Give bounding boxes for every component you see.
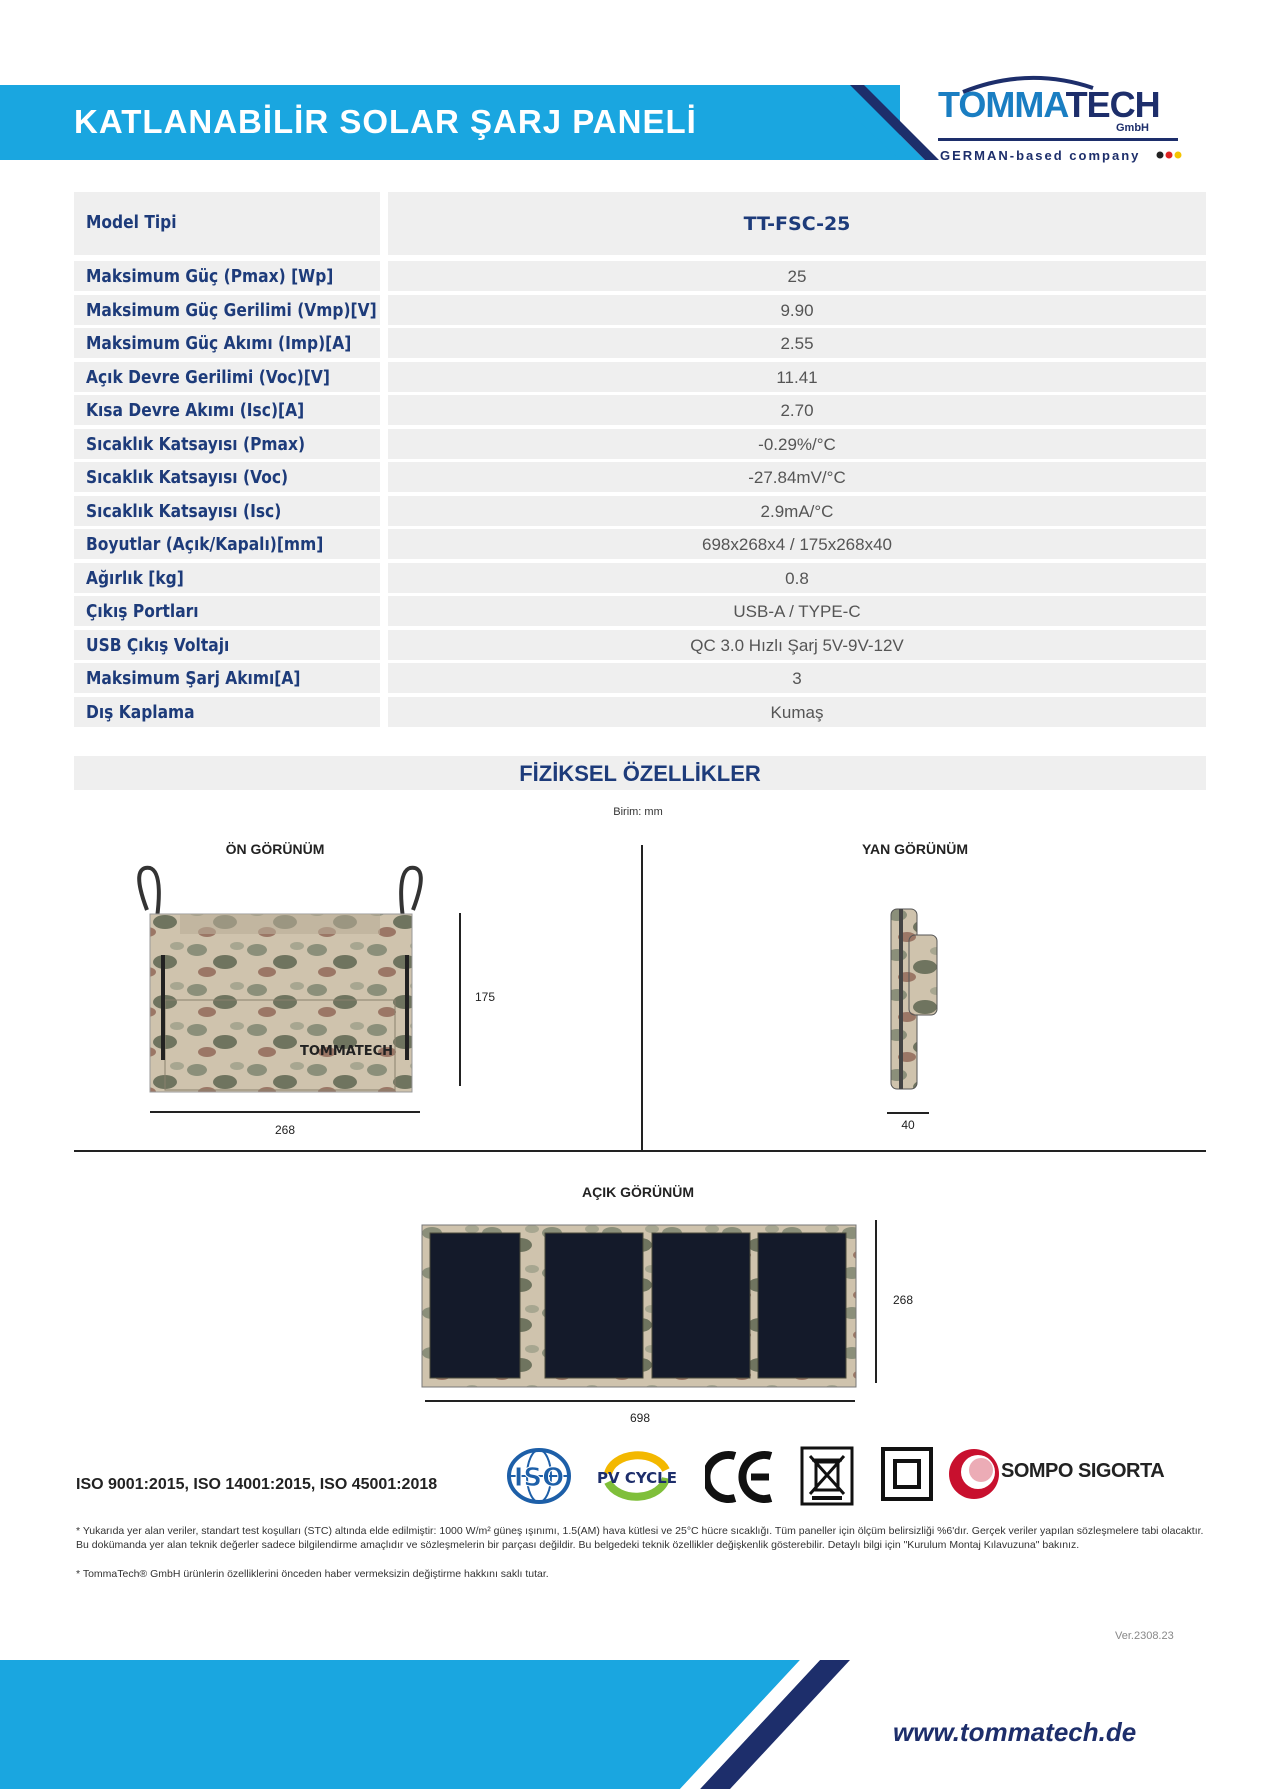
spec-label: Sıcaklık Katsayısı (Voc): [86, 467, 289, 488]
section-rule: [74, 1150, 1206, 1152]
spec-label: Dış Kaplama: [86, 701, 195, 723]
front-height-label: 175: [475, 990, 496, 1004]
side-depth-line: [887, 1112, 929, 1114]
spec-label: Ağırlık [kg]: [86, 567, 184, 589]
spec-value: 2.55: [780, 334, 814, 353]
spec-label: Sıcaklık Katsayısı (Isc): [86, 500, 282, 522]
svg-text:ISO: ISO: [513, 1463, 565, 1493]
spec-label: Açık Devre Gerilimi (Voc)[V]: [86, 366, 330, 388]
spec-row: [74, 630, 1206, 660]
open-height-line: [875, 1220, 877, 1383]
page-title: KATLANABİLİR SOLAR ŞARJ PANELİ: [74, 103, 697, 140]
spec-label: Boyutlar (Açık/Kapalı)[mm]: [86, 534, 324, 555]
spec-row: [74, 462, 1206, 492]
spec-label: Çıkış Portları: [86, 601, 199, 622]
spec-label: Maksimum Güç (Pmax) [Wp]: [86, 266, 334, 287]
pv-cycle-logo-icon: [592, 1448, 682, 1504]
open-height-label: 268: [893, 1293, 914, 1307]
header-stripes: [820, 85, 940, 165]
svg-text:PV CYCLE: PV CYCLE: [597, 1469, 677, 1487]
spec-value: 2.70: [780, 401, 814, 420]
spec-label: Maksimum Güç Gerilimi (Vmp)[V]: [86, 299, 377, 321]
side-view-image: [885, 905, 955, 1095]
logo-gmbh: GmbH: [1116, 122, 1149, 134]
spec-row: [74, 529, 1206, 559]
view-divider: [641, 845, 643, 1151]
spec-row: [74, 663, 1206, 693]
front-width-label: 268: [274, 1123, 296, 1137]
spec-value: 0.8: [785, 568, 809, 588]
spec-value: 25: [787, 267, 807, 286]
spec-row: [74, 328, 1206, 358]
front-view-image: [125, 860, 445, 1100]
spec-label: Maksimum Şarj Akımı[A]: [86, 668, 301, 689]
open-width-line: [425, 1400, 855, 1402]
side-view-title: YAN GÖRÜNÜM: [861, 841, 969, 857]
footnote-stc: * Yukarıda yer alan veriler, standart test koşulları (STC) altında elde edilmiştir: 1000 W/m² güneş ışınımı, 1.5(AM) hava kütlesi ve 25°C hücre sıcaklığı. Tüm paneller için ölçüm belirsizliği %6'dır. Gerçek veriler yapılan sözleşmelere tabi olacaktır. Bu dokümanda yer alan teknik değerler sadece bilgilendirme amaçlıdır ve sözleşmelerin bir parçası değildir. Bu belgedeki teknik özellikler değişkenlik gösterebilir. Detaylı bilgi için "Kurulum Montaj Kılavuzuna" bakınız.: [76, 1525, 1204, 1551]
sompo-logo-icon: [946, 1445, 1002, 1503]
spec-row: [74, 362, 1206, 392]
logo-tagline: GERMAN-based company: [940, 148, 1141, 163]
spec-value: 11.41: [776, 367, 818, 387]
front-view-title: ÖN GÖRÜNÜM: [225, 841, 325, 857]
spec-label: Kısa Devre Akımı (Isc)[A]: [86, 400, 305, 421]
spec-row: [74, 596, 1206, 626]
spec-value: 3: [792, 669, 802, 688]
spec-row: [74, 429, 1206, 459]
front-logo-text: TOMMATECH: [300, 1044, 394, 1059]
spec-row: [74, 697, 1206, 727]
spec-label: USB Çıkış Voltajı: [86, 634, 230, 656]
spec-value: -27.84mV/°C: [748, 468, 846, 487]
physical-section-bar: [74, 756, 1206, 790]
open-width-label: 698: [629, 1411, 651, 1425]
logo-wordmark: [938, 84, 1160, 126]
flag-dots-icon: [1156, 149, 1186, 161]
logo-rule: [938, 138, 1178, 141]
iso-logo-icon: [503, 1446, 575, 1506]
spec-value: QC 3.0 Hızlı Şarj 5V-9V-12V: [690, 635, 904, 655]
sompo-text: SOMPO SIGORTA: [1001, 1460, 1165, 1482]
spec-row: [74, 261, 1206, 291]
logo-brand-a: TOMMA: [938, 84, 1066, 125]
open-view-image: [420, 1223, 860, 1391]
spec-label: Sıcaklık Katsayısı (Pmax): [86, 433, 306, 455]
spec-value: Kumaş: [770, 702, 824, 722]
spec-value: 2.9mA/°C: [760, 501, 834, 521]
spec-header-row: [74, 192, 1206, 255]
unit-label: Birim: mm: [613, 806, 663, 818]
spec-label: Maksimum Güç Akımı (Imp)[A]: [86, 333, 352, 354]
side-depth-label: 40: [901, 1118, 915, 1132]
spec-value: -0.29%/°C: [758, 434, 836, 454]
spec-value: 9.90: [780, 300, 814, 320]
spec-row: [74, 496, 1206, 526]
brand-logo: [938, 80, 1188, 170]
spec-value: USB-A / TYPE-C: [733, 602, 861, 621]
spec-row: [74, 295, 1206, 325]
spec-row: [74, 563, 1206, 593]
weee-bin-icon: [800, 1446, 854, 1506]
front-height-line: [459, 913, 461, 1086]
spec-row: [74, 395, 1206, 425]
spec-header-value: TT-FSC-25: [743, 213, 851, 235]
logo-brand-b: TECH: [1065, 84, 1160, 125]
ce-mark-icon: [705, 1450, 777, 1504]
spec-header-label: Model Tipi: [86, 212, 177, 233]
spec-value: 698x268x4 / 175x268x40: [702, 535, 892, 554]
iso-standards-text: ISO 9001:2015, ISO 14001:2015, ISO 45001:2018: [76, 1476, 438, 1493]
front-width-line: [150, 1111, 420, 1113]
physical-section-title: FİZİKSEL ÖZELLİKLER: [519, 761, 761, 786]
footnote-rights: * TommaTech® GmbH ürünlerin özelliklerini önceden haber vermeksizin değiştirme hakkını saklı tutar.: [76, 1568, 549, 1580]
version-label: Ver.2308.23: [1115, 1630, 1174, 1642]
spec-table: [74, 192, 1206, 732]
open-view-title: AÇIK GÖRÜNÜM: [582, 1184, 694, 1200]
double-insulation-icon: [880, 1446, 934, 1502]
website-url[interactable]: www.tommatech.de: [893, 1717, 1137, 1747]
